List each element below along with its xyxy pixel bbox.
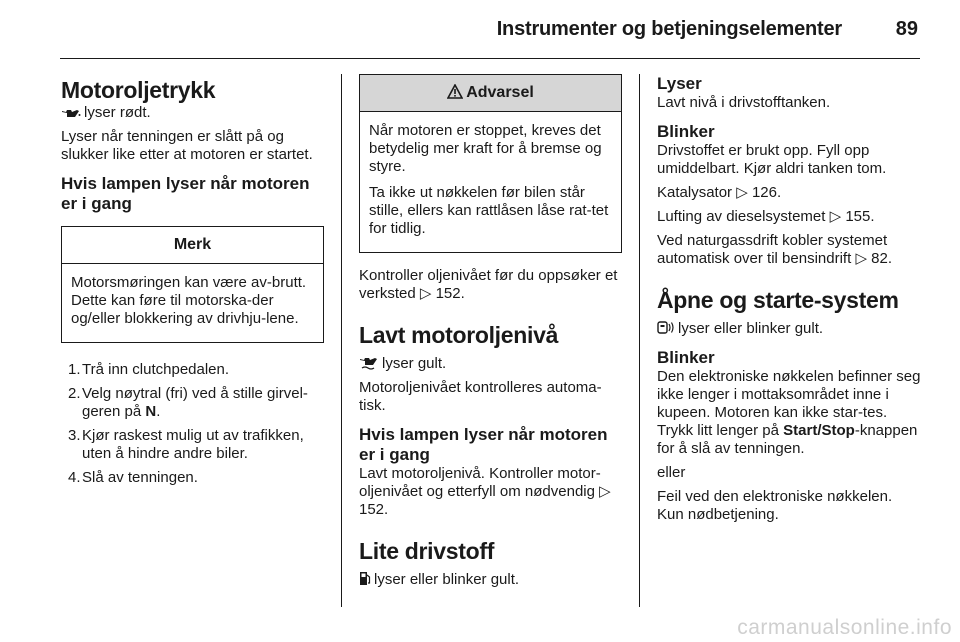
or-text: eller	[657, 464, 686, 481]
warning-text-1: Når motoren er stoppet, kreves det betydelig mer kraft for å bremse og styre.	[369, 122, 602, 175]
catalyst-reference: Katalysator ▷ 126.	[657, 184, 782, 201]
column-divider-2	[639, 74, 640, 607]
column-3	[657, 74, 921, 530]
section-heading-low-oil: Lavt motoroljenivå	[359, 322, 559, 348]
arrow-reference-icon: ▷	[736, 184, 748, 201]
page-reference: 82.	[871, 250, 893, 267]
arrow-reference-icon: ▷	[855, 250, 867, 267]
column-divider-1	[341, 74, 342, 607]
watermark: carmanualsonline.info	[737, 616, 952, 639]
start-stop-label: Start/Stop	[783, 422, 855, 439]
note-body-container	[62, 264, 323, 342]
key-lamp-text: lyser eller blinker gult.	[678, 320, 824, 337]
low-fuel-lamp-line	[359, 571, 622, 589]
arrow-reference-icon: ▷	[599, 483, 611, 500]
section-heading-open-start-system: Åpne og starte-system	[657, 287, 899, 313]
subheading-low-oil-running: Hvis lampen lyser når motoren er i gang	[359, 425, 608, 464]
warning-text-2: Ta ikke ut nøkkelen før bilen står stille, ellers kan rattlåsen låse rat-tet for tidlig.	[369, 184, 609, 237]
natural-gas-reference: Ved naturgassdrift kobler systemet automatisk over til bensindrift ▷ 82.	[657, 232, 893, 267]
subheading-blinker-2: Blinker	[657, 348, 715, 367]
list-item: 2. Velg nøytral (fri) ved å stille girvel-geren på N.	[68, 385, 308, 420]
warning-body	[360, 112, 621, 252]
header-title: Instrumenter og betjeningselementer	[496, 18, 842, 40]
header-rule	[60, 58, 920, 59]
oil-level-icon	[359, 356, 379, 370]
key-lamp-line	[657, 320, 921, 338]
arrow-reference-icon: ▷	[419, 285, 432, 302]
gear-neutral-label: N	[145, 403, 157, 420]
page-header	[60, 0, 920, 58]
low-fuel-lamp-text: lyser eller blinker gult.	[374, 571, 520, 588]
column-1	[61, 74, 324, 493]
fuel-low-text: Lavt nivå i drivstofftanken.	[657, 94, 831, 111]
page-reference: 126.	[751, 184, 782, 201]
warning-header	[360, 75, 621, 112]
page-reference: 152.	[435, 285, 465, 302]
oil-pressure-description: Lyser når tenningen er slått på og slukker like etter at motoren er startet.	[61, 128, 313, 163]
low-oil-auto-check: Motoroljenivået kontrolleres automa-tisk.	[359, 379, 602, 414]
section-heading-oil-pressure: Motoroljetrykk	[61, 77, 216, 103]
subheading-blinker: Blinker	[657, 122, 715, 141]
oil-pressure-lamp-line	[61, 104, 324, 122]
low-oil-lamp-text: lyser gult.	[382, 355, 447, 372]
low-oil-instruction: Lavt motoroljenivå. Kontroller motor-oljenivået og etterfyll om nødvendig ▷ 152.	[359, 465, 611, 518]
key-fault-text: Feil ved den elektroniske nøkkelen. Kun nødbetjening.	[657, 488, 893, 523]
warning-title: Advarsel	[466, 84, 534, 101]
key-signal-icon	[657, 320, 675, 335]
list-item: 3. Kjør raskest mulig ut av trafikken, uten å hindre andre biler.	[68, 427, 304, 462]
fuel-pump-icon	[359, 571, 371, 586]
list-item: 4. Slå av tenningen.	[68, 469, 198, 486]
section-heading-low-fuel: Lite drivstoff	[359, 538, 495, 564]
key-missing-text: Den elektroniske nøkkelen befinner seg ikke lenger i mottaksområdet inne i kupeen. Motoren kan ikke star-tes. Trykk litt lenger på Start/Stop-knappen for å slå av tenningen.	[657, 368, 921, 457]
subheading-lyser: Lyser	[657, 74, 702, 93]
warning-box	[359, 74, 622, 253]
fuel-empty-text: Drivstoffet er brukt opp. Fyll opp umiddelbart. Kjør aldri tanken tom.	[657, 142, 887, 177]
oil-can-icon	[61, 107, 81, 119]
page-reference: 155.	[845, 208, 875, 225]
column-2	[359, 74, 622, 595]
list-item: 1. Trå inn clutchpedalen.	[68, 361, 230, 378]
arrow-reference-icon: ▷	[829, 208, 842, 225]
warning-triangle-icon	[447, 84, 463, 99]
low-oil-lamp-line	[359, 355, 622, 373]
note-body: Motorsmøringen kan være av-brutt. Dette kan føre til motorska-der og/eller blokkering av drivhju-lene.	[71, 274, 307, 327]
oil-check-paragraph: Kontroller oljenivået før du oppsøker et verksted ▷ 152.	[359, 267, 618, 302]
page-number: 89	[895, 18, 918, 40]
note-box	[61, 226, 324, 343]
note-title: Merk	[62, 227, 323, 264]
subheading-lamp-while-running: Hvis lampen lyser når motoren er i gang	[61, 174, 310, 213]
diesel-bleed-reference: Lufting av dieselsystemet ▷ 155.	[657, 208, 875, 225]
steps-list	[61, 361, 324, 487]
oil-pressure-lamp-text: lyser rødt.	[84, 104, 151, 121]
page-reference: 152.	[359, 501, 389, 518]
